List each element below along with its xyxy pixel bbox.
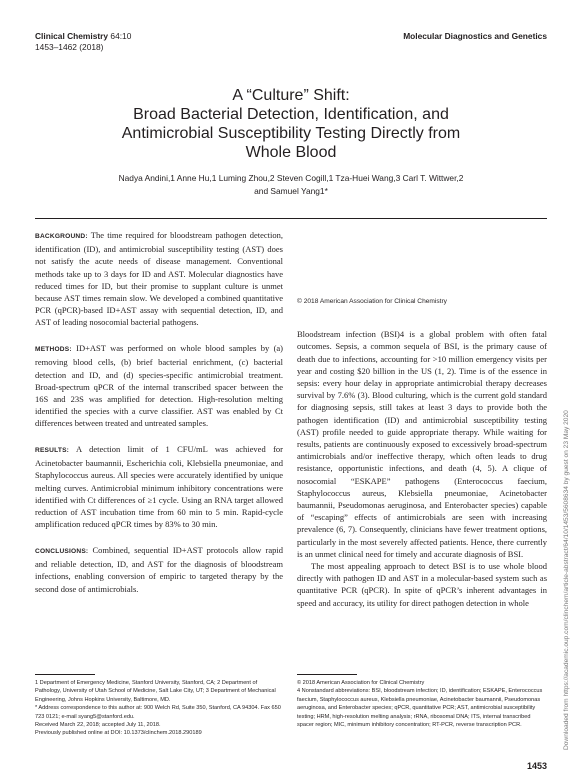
- section-label: RESULTS:: [35, 447, 70, 455]
- abstract-background: [35, 229, 283, 329]
- footnotes-right: [297, 679, 547, 729]
- running-header-left: [35, 31, 131, 52]
- abstract: [35, 229, 283, 595]
- footnote: 4 Nonstandard abbreviations: BSI, bloodstream infection; ID, identification; ESKAPE, Enterococcus faecium, Staphylococcus aureus, Klebsiella pneumoniae, Acinetobacter baumannii, Pseudomonas aeruginosa, and Enterobacter species; qPCR, quantitative PCR; AST, antimicrobial susceptibility testing; HRM, high-resolution melting analysis; rRNA, ribosomal DNA; ITS, internal transcribed spacer region; MIC, minimum inhibitory concentration; RT-PCR, reverse transcription PCR.: [297, 688, 543, 729]
- body-paragraph: Bloodstream infection (BSI)4 is a global problem with often fatal outcomes. Sepsis, a common sequela of BSI, is the primary cause of death due to infections, accounting for >10 million emergency visits per year and costing $20 billion in the US (1, 2). Time is of the essence in sepsis: every hour delay in appropriate antimicrobial therapy decreases survival by 7.6% (3). Blood culturing, which is the current gold standard for diagnosing sepsis, still takes at least 3 days to provide both the pathogen identification (ID) and antimicrobial susceptibility testing (AST) profile needed to guide appropriate therapy. While waiting for results, patients are continuously exposed to excessively broad-spectrum antimicrobials and/or ineffective therapy, which often leads to drug resistance, opportunistic infections, and death (4, 5). A clique of nosocomial “ESKAPE” pathogens (Enterococcus faecium, Staphylococcus aureus, Klebsiella pneumoniae, Acinetobacter baumannii, Pseudomonas aeruginosa, and Enterobacter species) capable of “escaping” effects of antimicrobials are seen with increasing prevalence (6, 7). Consequently, clinicians have fewer treatment options, particularly in the most severely affected patients. Hence, there currently is an unmet clinical need for timely and accurate diagnosis of BSI.: [297, 329, 547, 559]
- download-notice: Downloaded from https://academic.oup.com/clinchem/article-abstract/64/10/1453/5608634 by guest on 23 May 2020: [563, 410, 570, 750]
- title-line: Broad Bacterial Detection, Identification, and: [133, 106, 449, 123]
- title-line: Whole Blood: [245, 144, 337, 161]
- abstract-text: A detection limit of 1 CFU/mL was achieved for Acinetobacter baumannii, Escherichia coli, Klebsiella pneumoniae, and Staphylococcus aureus. All species were accurately identified by unique melting curves. Antimicrobial minimum inhibitory concentrations were identified with Ct differences of ≥1 cycle. Using an RNA target allowed reduction of AST incubation time from 60 min to 5 min. Rapid-cycle amplification reduced qPCR times by 83% to 30 min.: [35, 444, 283, 530]
- abstract-text: ID+AST was performed on whole blood samples by (a) removing blood cells, (b) brief bacterial enrichment, (c) bacterial detection and ID, and (d) species-specific antimicrobial treatment. Broad-spectrum qPCR of the internal transcribed spacer between the 16S and 23S was amplified for detection. High-resolution melting identified the species with a curve classifier. AST was enabled by Ct differences between treated and untreated samples.: [35, 343, 283, 429]
- footnote: 1 Department of Emergency Medicine, Stanford University, Stanford, CA; 2 Department of Pathology, University of Utah School of Medicine, Salt Lake City, UT; 3 Department of Mechanical Engineering, Johns Hopkins University, Baltimore, MD.: [35, 680, 276, 703]
- footnote: * Address correspondence to this author at: 900 Welch Rd, Suite 350, Stanford, CA 94304. Fax 650 723 0121; e-mail syang5@stanford.edu.: [35, 705, 281, 720]
- footnotes-left: [35, 679, 283, 738]
- abstract-text: Combined, sequential ID+AST protocols allow rapid and reliable detection, ID, and AST for the diagnosis of bloodstream infections, enabling conversion of empiric to targeted therapy by the second dose of antimicrobials.: [35, 544, 283, 594]
- author-line: and Samuel Yang1*: [254, 185, 328, 196]
- download-watermark: [563, 190, 572, 750]
- author-list: [60, 172, 522, 197]
- footnote: © 2018 American Association for Clinical Chemistry: [297, 680, 425, 686]
- section-name: Molecular Diagnostics and Genetics: [403, 31, 547, 41]
- abstract-conclusions: [35, 544, 283, 595]
- section-label: BACKGROUND:: [35, 233, 88, 240]
- abstract-results: [35, 443, 283, 530]
- footnote-divider: [35, 674, 95, 675]
- volume-issue: 64:10: [110, 31, 132, 41]
- journal-name: Clinical Chemistry: [35, 31, 109, 41]
- title-line: A “Culture” Shift:: [232, 87, 350, 104]
- abstract-methods: [35, 342, 283, 429]
- title-rule: [35, 218, 547, 219]
- title-line: Antimicrobial Susceptibility Testing Directly from: [121, 125, 461, 142]
- footnote-divider: [297, 674, 357, 675]
- copyright-note: © 2018 American Association for Clinical Chemistry: [297, 298, 447, 305]
- body-paragraph: The most appealing approach to detect BSI is to use whole blood directly with pathogen ID and AST in a molecular-based system such as quantitative PCR (qPCR). In spite of qPCR’s inherent advantages in speed and accuracy, its utility for direct pathogen detection in whole: [297, 561, 547, 608]
- article-body: [297, 293, 547, 609]
- article-title: [35, 86, 547, 162]
- abstract-text: The time required for bloodstream pathogen detection, identification (ID), and antimicrobial susceptibility testing (AST) does not satisfy the acute needs of disease management. Conventional methods take up to 3 days for ID and AST. Molecular diagnostics have reduced times for ID, but their promise to supplant culture is unmet because AST times remain slow. We developed a combined quantitative PCR (qPCR)-based ID+AST assay with sequential detection, ID, and AST of leading nosocomial bacterial pathogens.: [35, 230, 283, 328]
- footnote: Received March 22, 2018; accepted July 11, 2018.: [35, 722, 161, 729]
- pages-year: 1453–1462 (2018): [35, 41, 104, 52]
- section-label: CONCLUSIONS:: [35, 547, 89, 555]
- page-number: 1453: [526, 761, 547, 771]
- author-line: Nadya Andini,1 Anne Hu,1 Luming Zhou,2 Steven Cogill,1 Tza-Huei Wang,3 Carl T. Wittwer,2: [118, 173, 464, 183]
- section-label: METHODS:: [35, 346, 72, 354]
- footnote: Previously published online at DOI: 10.1373/clinchem.2018.290189: [35, 730, 202, 737]
